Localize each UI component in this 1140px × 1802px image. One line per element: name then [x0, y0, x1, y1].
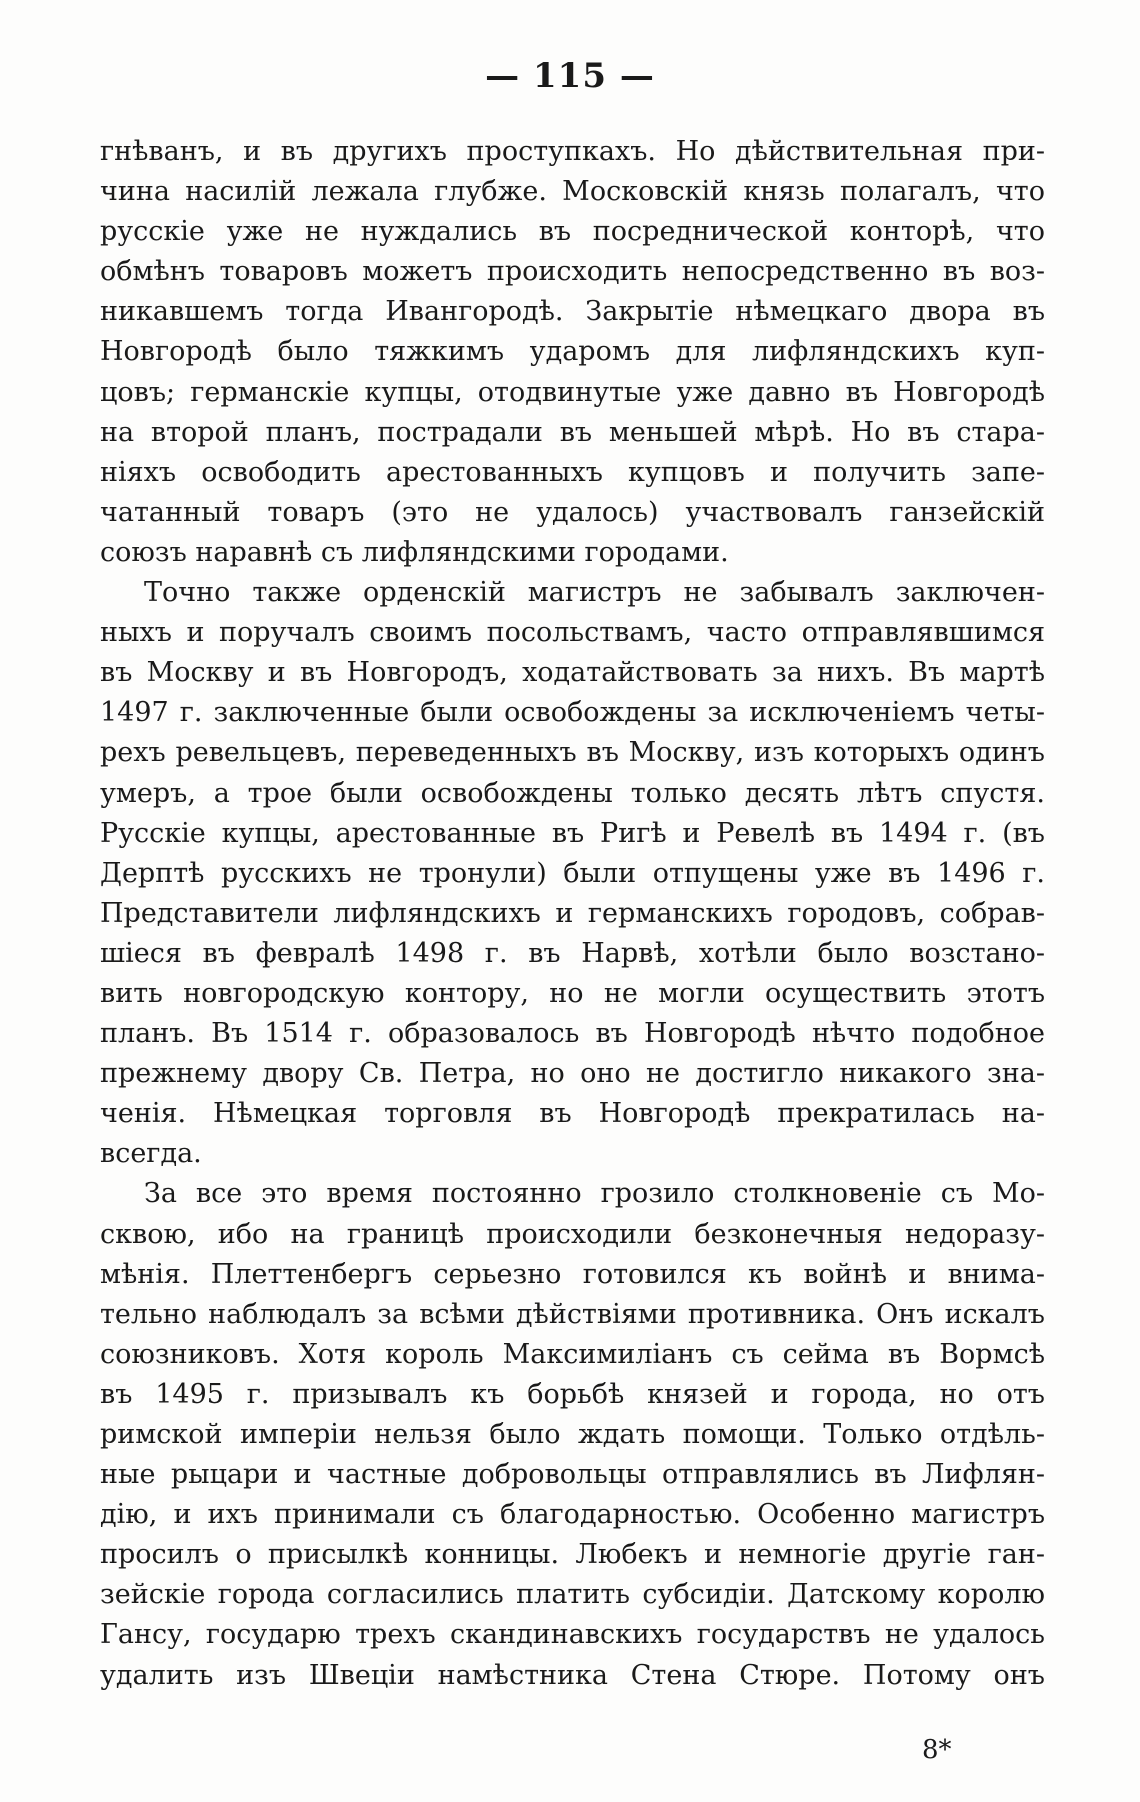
text-line: чина насилій лежала глубже. Московскій князь полагалъ, что [100, 176, 1045, 208]
text-line: прежнему двору Св. Петра, но оно не достигло никакого зна- [100, 1058, 1045, 1090]
text-line: умеръ, а трое были освобождены только десять лѣтъ спустя. [100, 777, 1045, 809]
text-line: римской имперіи нельзя было ждать помощи. Только отдѣль- [100, 1419, 1045, 1450]
text-line: на второй планъ, пострадали въ меньшей мѣрѣ. Но въ стара- [100, 416, 1045, 448]
text-line: тельно наблюдалъ за всѣми дѣйствіями противника. Онъ искалъ [100, 1298, 1045, 1330]
text-line: союзъ наравнѣ съ лифляндскими городами. [100, 536, 729, 568]
text-line: сквою, ибо на границѣ происходили безконечныя недоразу- [100, 1218, 1045, 1250]
text-line: шіеся въ февралѣ 1498 г. въ Нарвѣ, хотѣли было возстано- [100, 937, 1045, 969]
text-line: планъ. Въ 1514 г. образовалось въ Новгородѣ нѣчто подобное [100, 1018, 1045, 1050]
text-line: Дерптѣ русскихъ не тронули) были отпущены уже въ 1496 г. [100, 857, 1045, 889]
text-line: Русскіе купцы, арестованные въ Ригѣ и Ревелѣ въ 1494 г. (въ [100, 817, 1045, 849]
text-line: Представители лифляндскихъ и германскихъ городовъ, собрав- [100, 897, 1045, 929]
text-line: ченія. Нѣмецкая торговля въ Новгородѣ прекратилась на- [100, 1098, 1045, 1130]
text-line: 1497 г. заключенные были освобождены за исключеніемъ четы- [100, 697, 1045, 729]
text-line: гнѣванъ, и въ другихъ проступкахъ. Но дѣйствительная при- [100, 136, 1045, 167]
text-line: рехъ ревельцевъ, переведенныхъ въ Москву, изъ которыхъ одинъ [100, 737, 1045, 769]
paragraph-1 [100, 132, 1045, 573]
text-line: ніяхъ освободить арестованныхъ купцовъ и получить запе- [100, 456, 1045, 488]
text-line: дію, и ихъ принимали съ благодарностью. Особенно магистръ [100, 1499, 1045, 1531]
text-line: мѣнія. Плеттенбергъ серьезно готовился къ войнѣ и внима- [100, 1258, 1045, 1290]
paragraph-2 [100, 573, 1045, 1174]
text-line: Точно также орденскій магистръ не забывалъ заключен- [144, 577, 1045, 609]
text-line: никавшемъ тогда Ивангородѣ. Закрытіе нѣмецкаго двора въ [100, 296, 1045, 328]
page-number: — 115 — [485, 56, 655, 96]
text-line: просилъ о присылкѣ конницы. Любекъ и немногіе другіе ган- [100, 1539, 1045, 1571]
text-line: въ 1495 г. призывалъ къ борьбѣ князей и города, но отъ [100, 1378, 1045, 1410]
text-line: Новгородѣ было тяжкимъ ударомъ для лифляндскихъ куп- [100, 336, 1045, 368]
text-line: въ Москву и въ Новгородъ, ходатайствовать за нихъ. Въ мартѣ [100, 657, 1045, 689]
text-line: всегда. [100, 1138, 202, 1170]
paragraph-3 [100, 1174, 1045, 1695]
text-line: цовъ; германскіе купцы, отодвинутые уже давно въ Новгородѣ [100, 376, 1045, 408]
signature-mark: 8* [922, 1735, 952, 1765]
text-line: удалить изъ Швеціи намѣстника Стена Стюре. Потому онъ [100, 1659, 1045, 1691]
text-line: Гансу, государю трехъ скандинавскихъ государствъ не удалось [100, 1619, 1045, 1651]
text-line: вить новгородскую контору, но не могли осуществить этотъ [100, 977, 1045, 1009]
text-line: ные рыцари и частные добровольцы отправлялись въ Лифлян- [100, 1459, 1045, 1491]
text-line: русскіе уже не нуждались въ посреднической конторѣ, что [100, 216, 1045, 248]
text-line: За все это время постоянно грозило столкновеніе съ Мо- [144, 1178, 1045, 1210]
text-line: чатанный товаръ (это не удалось) участвовалъ ганзейскій [100, 496, 1045, 528]
body-text [100, 132, 1045, 1696]
text-line: союзниковъ. Хотя король Максимиліанъ съ сейма въ Вормсѣ [100, 1338, 1045, 1370]
text-line: ныхъ и поручалъ своимъ посольствамъ, часто отправлявшимся [100, 617, 1045, 649]
text-line: зейскіе города согласились платить субсидіи. Датскому королю [100, 1579, 1045, 1611]
text-line: обмѣнъ товаровъ можетъ происходить непосредственно въ воз- [100, 256, 1045, 288]
